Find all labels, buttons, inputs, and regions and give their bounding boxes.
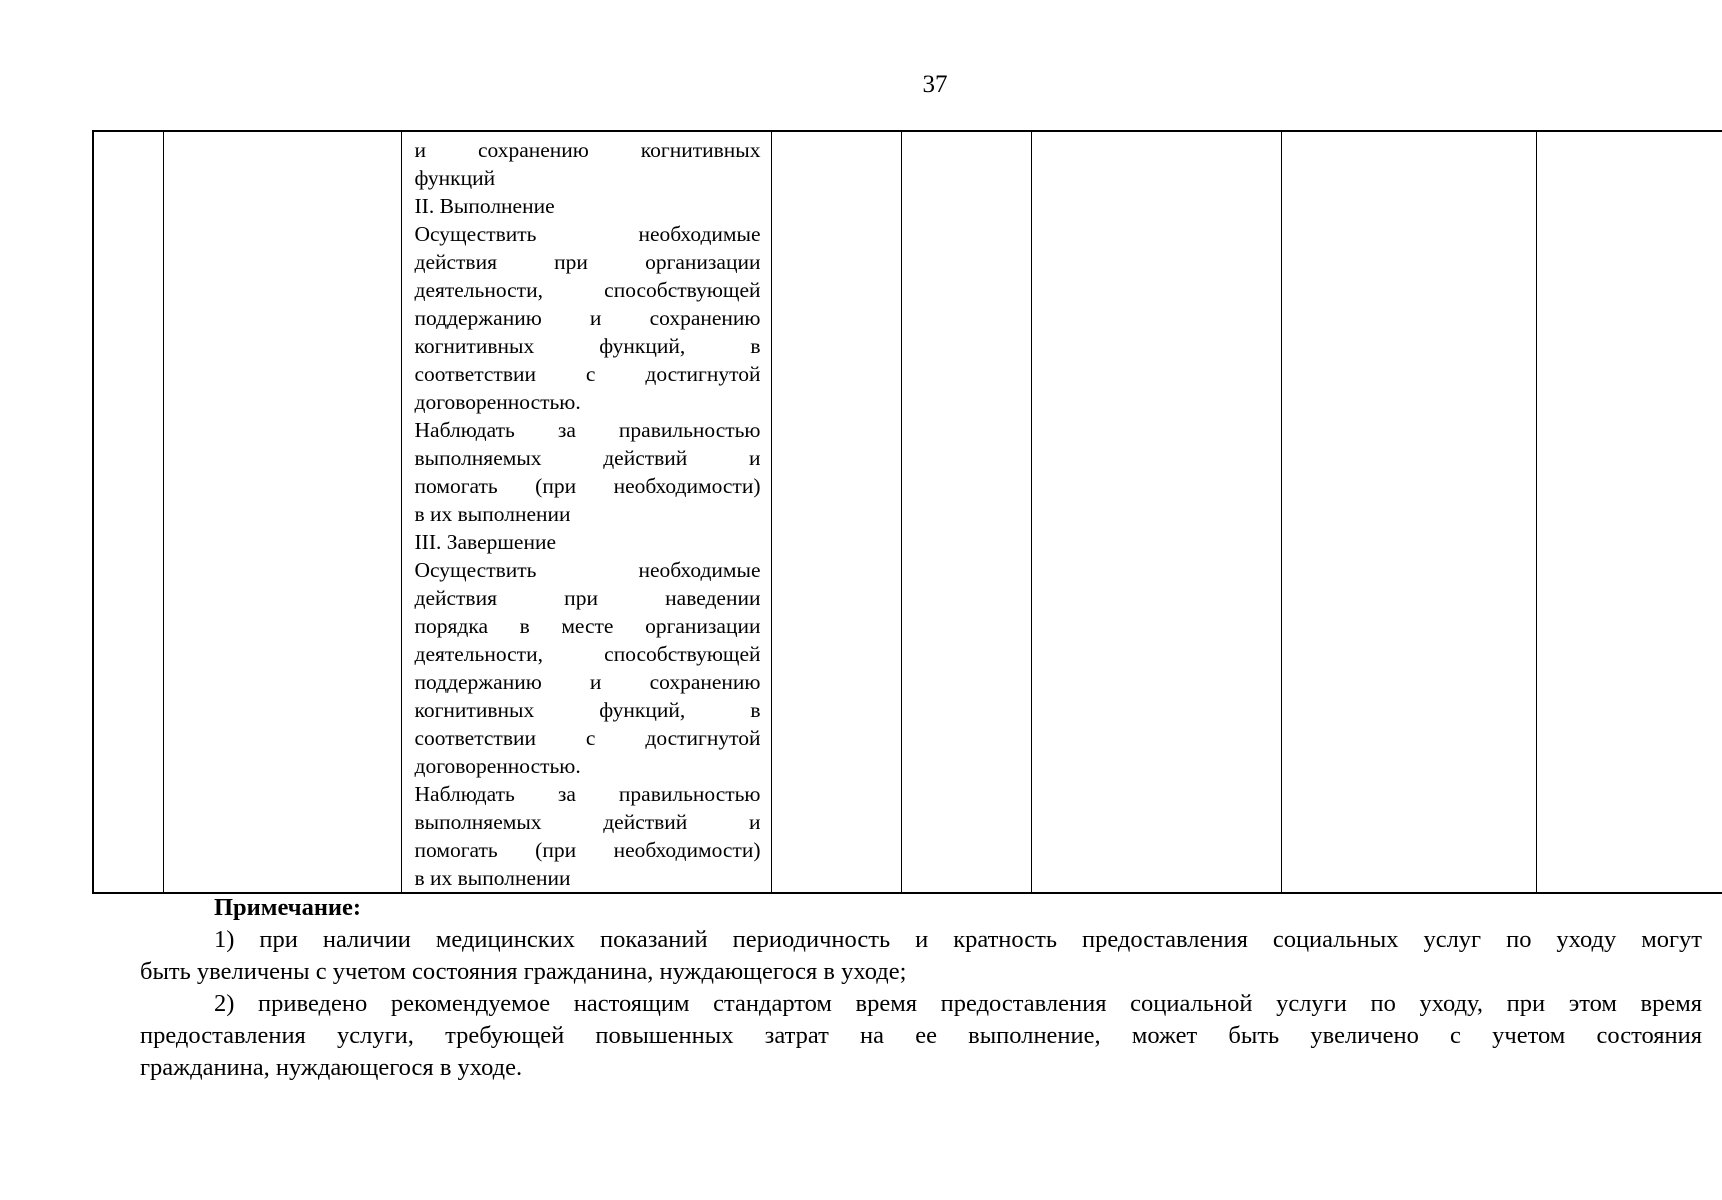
- table-cell-service-description: [401, 131, 771, 893]
- note-title: Примечание:: [214, 894, 362, 921]
- description-line: когнитивных функций, в: [414, 698, 761, 722]
- description-line: действия при организации: [414, 250, 761, 274]
- note-item-2-line: предоставления услуги, требующей повышенных затрат на ее выполнение, может быть увеличено с учетом состояния: [140, 1022, 1702, 1049]
- table-cell-number: [93, 131, 163, 893]
- description-line: помогать (при необходимости): [414, 474, 761, 498]
- description-line: помогать (при необходимости): [414, 838, 761, 862]
- table-cell-quality: [1281, 131, 1536, 893]
- note-item-1-line: 1) при наличии медицинских показаний периодичность и кратность предоставления социальных услуг по уходу могут: [214, 926, 1702, 953]
- description-line: договоренностью.: [414, 754, 581, 778]
- description-line: Наблюдать за правильностью: [414, 782, 761, 806]
- description-line: в их выполнении: [414, 866, 571, 890]
- description-line: соответствии с достигнутой: [414, 726, 761, 750]
- table-cell-conditions: [1031, 131, 1281, 893]
- page-number: 37: [922, 71, 948, 98]
- description-line: выполняемых действий и: [414, 810, 761, 834]
- description-line: II. Выполнение: [414, 194, 555, 218]
- note-item-1-line: быть увеличены с учетом состояния гражданина, нуждающегося в уходе;: [140, 958, 907, 985]
- description-line: в их выполнении: [414, 502, 571, 526]
- description-line: соответствии с достигнутой: [414, 362, 761, 386]
- description-line: поддержанию и сохранению: [414, 306, 761, 330]
- description-line: Осуществить необходимые: [414, 558, 761, 582]
- description-line: Наблюдать за правильностью: [414, 418, 761, 442]
- description-line: Осуществить необходимые: [414, 222, 761, 246]
- table-cell-time: [901, 131, 1031, 893]
- description-line: функций: [414, 166, 496, 190]
- description-line: III. Завершение: [414, 530, 557, 554]
- note-section: [140, 892, 1702, 1084]
- description-line: договоренностью.: [414, 390, 581, 414]
- description-line: выполняемых действий и: [414, 446, 761, 470]
- note-item-2-line: 2) приведено рекомендуемое настоящим стандартом время предоставления социальной услуги по уходу, при этом время: [214, 990, 1702, 1017]
- description-line: деятельности, способствующей: [414, 642, 761, 666]
- table-cell-periodicity: [771, 131, 901, 893]
- description-line: деятельности, способствующей: [414, 278, 761, 302]
- table-row: [93, 131, 1722, 893]
- description-line: поддержанию и сохранению: [414, 670, 761, 694]
- description-line: действия при наведении: [414, 586, 761, 610]
- table-cell-service-name: [163, 131, 401, 893]
- table-cell-evaluation: [1536, 131, 1722, 893]
- description-line: когнитивных функций, в: [414, 334, 761, 358]
- description-line: и сохранению когнитивных: [414, 138, 761, 162]
- note-item-2-line: гражданина, нуждающегося в уходе.: [140, 1054, 523, 1081]
- description-line: порядка в месте организации: [414, 614, 761, 638]
- standard-table: [92, 130, 1722, 894]
